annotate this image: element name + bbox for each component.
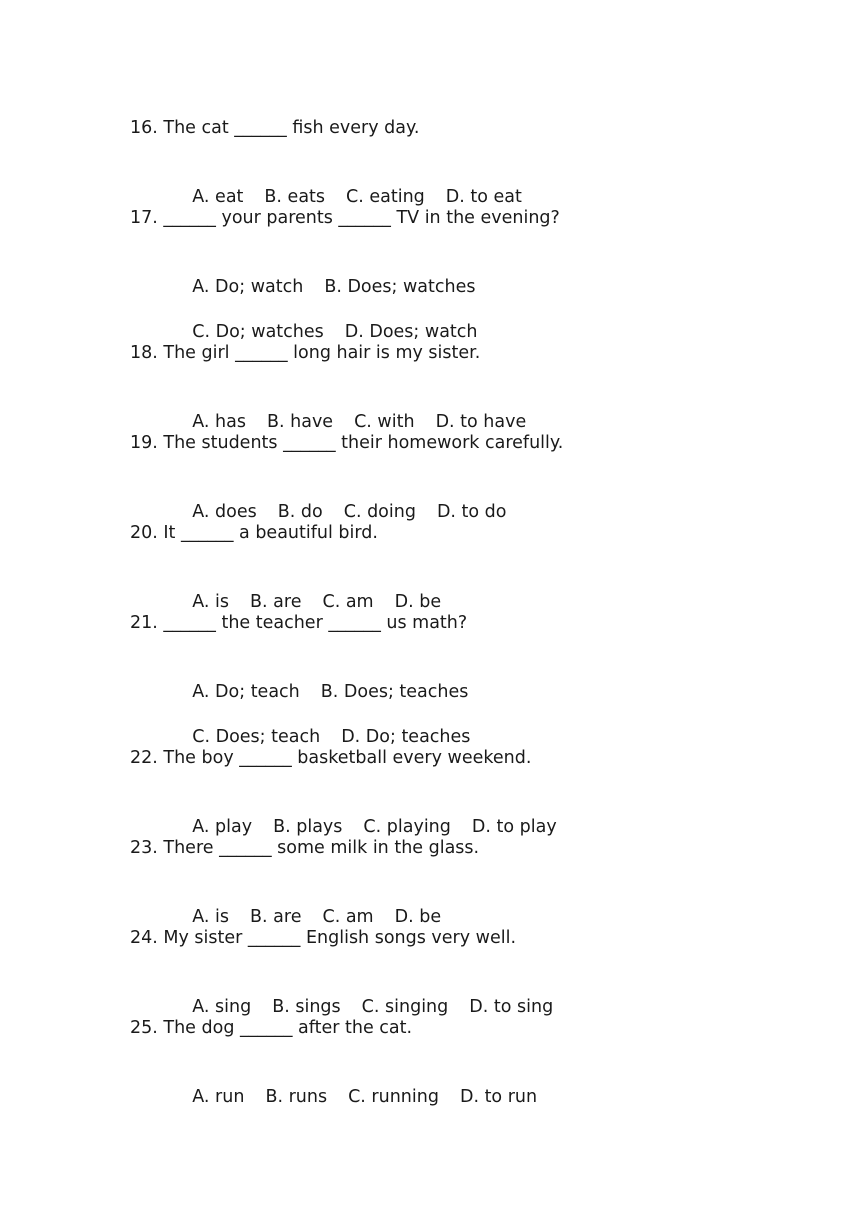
option-b: B. sings: [272, 997, 341, 1017]
question-22: 22. The boy ______ basketball every weekend.: [130, 748, 532, 768]
option-a: A. run: [192, 1087, 245, 1107]
question-16: 16. The cat ______ fish every day.: [130, 118, 420, 138]
option-b: B. have: [267, 412, 334, 432]
option-d: D. Do; teaches: [341, 727, 471, 747]
option-c: C. Does; teach: [192, 727, 321, 747]
option-a: A. is: [192, 907, 230, 927]
option-b: B. are: [250, 592, 302, 612]
option-d: D. to have: [435, 412, 527, 432]
option-d: D. Does; watch: [344, 322, 478, 342]
question-17: 17. ______ your parents ______ TV in the evening?: [130, 208, 560, 228]
option-b: B. are: [250, 907, 302, 927]
option-a: A. sing: [192, 997, 252, 1017]
option-c: C. playing: [363, 817, 451, 837]
option-b: B. do: [277, 502, 323, 522]
question-23: 23. There ______ some milk in the glass.: [130, 838, 480, 858]
option-c: C. doing: [343, 502, 416, 522]
option-a: A. Do; watch: [192, 277, 304, 297]
question-24: 24. My sister ______ English songs very well.: [130, 928, 517, 948]
question-25: 25. The dog ______ after the cat.: [130, 1018, 413, 1038]
option-b: B. eats: [264, 187, 326, 207]
option-c: C. am: [322, 907, 374, 927]
option-d: D. to run: [459, 1087, 538, 1107]
option-d: D. to play: [471, 817, 557, 837]
question-19: 19. The students ______ their homework carefully.: [130, 433, 564, 453]
question-18: 18. The girl ______ long hair is my sister.: [130, 343, 481, 363]
option-a: A. eat: [192, 187, 244, 207]
option-c: C. Do; watches: [192, 322, 324, 342]
question-25-options: [170, 1061, 537, 1133]
option-d: D. to eat: [445, 187, 522, 207]
option-b: B. Does; teaches: [320, 682, 469, 702]
option-d: D. be: [394, 907, 442, 927]
option-a: A. does: [192, 502, 257, 522]
option-d: D. to sing: [469, 997, 554, 1017]
question-21: 21. ______ the teacher ______ us math?: [130, 613, 468, 633]
option-c: C. with: [354, 412, 415, 432]
option-a: A. play: [192, 817, 253, 837]
option-d: D. to do: [436, 502, 507, 522]
option-b: B. plays: [273, 817, 343, 837]
option-c: C. singing: [361, 997, 449, 1017]
option-a: A. is: [192, 592, 230, 612]
option-d: D. be: [394, 592, 442, 612]
option-c: C. am: [322, 592, 374, 612]
question-20: 20. It ______ a beautiful bird.: [130, 523, 378, 543]
option-b: B. runs: [265, 1087, 328, 1107]
option-a: A. has: [192, 412, 246, 432]
option-c: C. running: [348, 1087, 439, 1107]
option-a: A. Do; teach: [192, 682, 300, 702]
option-b: B. Does; watches: [324, 277, 476, 297]
option-c: C. eating: [346, 187, 425, 207]
